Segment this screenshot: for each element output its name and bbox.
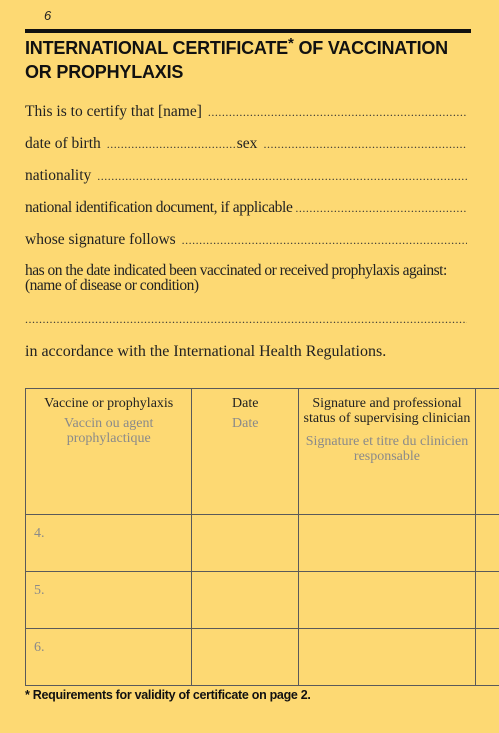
top-rule xyxy=(25,29,471,33)
nationality-field[interactable] xyxy=(25,167,467,185)
vaccinated-statement: has on the date indicated been vaccinated or received prophylaxis against: (name of disease or condition) xyxy=(25,262,447,294)
nationality-label: nationality xyxy=(25,167,92,184)
header-signature-en: Signature and professional status of supervising clinician xyxy=(303,396,471,426)
footnote: * Requirements for validity of certificate on page 2. xyxy=(25,688,311,702)
name-label: This is to certify that [name] xyxy=(25,103,202,120)
extra-cell[interactable] xyxy=(475,572,499,629)
header-date-fr: Date xyxy=(232,416,259,431)
row-number: 5. xyxy=(26,572,192,629)
extra-cell[interactable] xyxy=(475,629,499,686)
date-cell[interactable] xyxy=(192,572,299,629)
date-cell[interactable] xyxy=(192,629,299,686)
table-row xyxy=(26,515,499,572)
header-signature xyxy=(299,389,476,515)
disease-dotted-line[interactable] xyxy=(25,312,467,327)
sex-dotted-line[interactable] xyxy=(263,135,467,153)
row-number: 4. xyxy=(26,515,192,572)
signature-cell[interactable] xyxy=(299,515,476,572)
nationality-dotted-line[interactable] xyxy=(97,167,467,185)
name-dotted-line[interactable] xyxy=(208,103,467,121)
signature-cell[interactable] xyxy=(299,629,476,686)
title-line1: INTERNATIONAL CERTIFICATE xyxy=(25,38,288,58)
header-vaccine xyxy=(26,389,192,515)
national-id-dotted-line[interactable] xyxy=(295,199,467,217)
page-number: 6 xyxy=(44,8,52,23)
header-date xyxy=(192,389,299,515)
sex-label: sex xyxy=(236,135,258,152)
national-id-field[interactable] xyxy=(25,199,467,217)
header-date-en: Date xyxy=(232,396,259,411)
table-header-row xyxy=(26,389,499,515)
table-row xyxy=(26,629,499,686)
vaccination-table xyxy=(25,388,499,686)
extra-cell[interactable] xyxy=(475,515,499,572)
signature-cell[interactable] xyxy=(299,572,476,629)
table-row xyxy=(26,572,499,629)
signature-label: whose signature follows xyxy=(25,231,176,248)
certificate-title xyxy=(25,37,485,83)
dob-sex-field[interactable] xyxy=(25,135,467,153)
title-line1-rest: OF VACCINATION xyxy=(293,38,448,58)
row-number: 6. xyxy=(26,629,192,686)
dob-dotted-line[interactable] xyxy=(107,135,235,153)
header-extra xyxy=(475,389,499,515)
accordance-statement: in accordance with the International Health Regulations. xyxy=(25,343,387,360)
dob-label: date of birth xyxy=(25,135,101,152)
title-asterisk: * xyxy=(288,35,294,52)
name-field[interactable] xyxy=(25,103,467,121)
title-line2: OR PROPHYLAXIS xyxy=(25,62,184,82)
signature-field[interactable] xyxy=(25,231,467,249)
header-signature-fr: Signature et titre du clinicien responsable xyxy=(305,434,469,464)
header-vaccine-en: Vaccine or prophylaxis xyxy=(44,396,174,411)
date-cell[interactable] xyxy=(192,515,299,572)
national-id-label: national identification document, if applicable xyxy=(25,199,293,216)
signature-dotted-line[interactable] xyxy=(182,231,467,249)
header-vaccine-fr: Vaccin ou agent prophylactique xyxy=(64,416,154,446)
